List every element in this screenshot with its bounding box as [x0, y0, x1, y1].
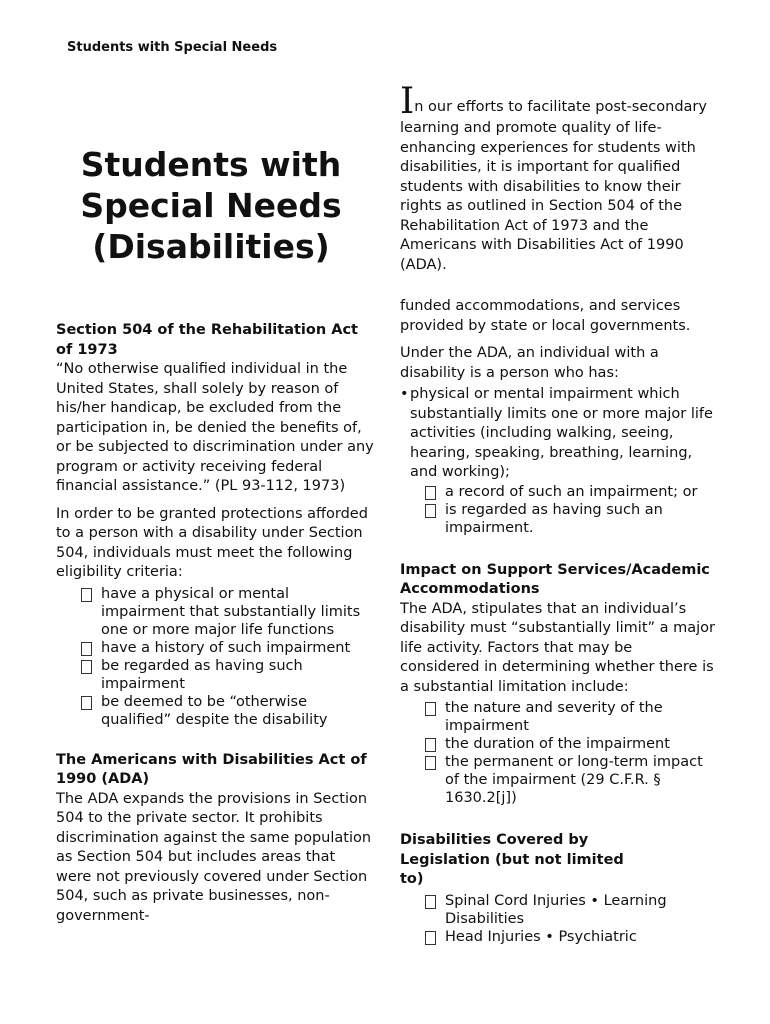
covered-disabilities-list — [400, 892, 715, 946]
ada-definition-list — [400, 385, 715, 483]
left-column — [56, 321, 374, 926]
eligibility-criteria-list — [56, 585, 374, 729]
list-item: the nature and severity of the impairment — [400, 699, 715, 735]
list-item: is regarded as having such an impairment. — [400, 501, 715, 537]
impact-text: The ADA, stipulates that an individual’s disability must “substantially limit” a major life activity. Factors that may be considered in determining whether there is a substantial limitation include: — [400, 600, 716, 695]
list-item: Head Injuries • Psychiatric — [400, 928, 715, 946]
intro-paragraph — [400, 81, 715, 275]
ada-heading: The Americans with Disabilities Act of 1990 (ADA) — [56, 751, 367, 787]
list-item: a record of such an impairment; or — [400, 483, 715, 501]
page-title — [56, 144, 366, 267]
continued-paragraph: funded accommodations, and services provided by state or local governments. — [400, 298, 691, 334]
title-line: Special Needs — [80, 186, 342, 225]
limitation-factors-list — [400, 699, 715, 807]
section-504-intro: In order to be granted protections afforded to a person with a disability under Section 504, individuals must meet the following eligibility criteria: — [56, 505, 368, 580]
list-item: the permanent or long-term impact of the impairment (29 C.F.R. § 1630.2[j]) — [400, 753, 715, 807]
list-item: Spinal Cord Injuries • Learning Disabilities — [400, 892, 715, 928]
title-line: Students with — [80, 145, 342, 184]
list-item: be deemed to be “otherwise qualified” despite the disability — [56, 693, 374, 729]
running-header: Students with Special Needs — [67, 40, 278, 55]
list-item: • physical or mental impairment which substantially limits one or more major life activities (including walking, seeing, hearing, speaking, breathing, learning, and working); — [400, 385, 715, 483]
ada-text: The ADA expands the provisions in Section 504 to the private sector. It prohibits discrimination against the same population as Section 504 but includes areas that were not previously covered under Section 504, such as private businesses, non-government- — [56, 790, 372, 924]
list-item: have a physical or mental impairment that substantially limits one or more major life functions — [56, 585, 374, 639]
covered-heading: Disabilities Covered by Legislation (but not limited to) — [400, 832, 624, 887]
impact-heading: Impact on Support Services/Academic Accommodations — [400, 561, 710, 597]
ada-definition-intro: Under the ADA, an individual with a disability is a person who has: — [400, 345, 659, 381]
drop-cap: I — [400, 81, 415, 122]
section-504-quote: “No otherwise qualified individual in the United States, shall solely by reason of his/her handicap, be excluded from the participation in, be denied the benefits of, or be subjected to discrimination under any program or activity receiving federal financial assistance.” (PL 93-112, 1973) — [56, 361, 374, 494]
right-column — [400, 81, 716, 946]
list-item: be regarded as having such impairment — [56, 657, 374, 693]
intro-text: n our efforts to facilitate post-secondary learning and promote quality of life-enhancing experiences for students with disabilities, it is important for qualified students with disabilities to know their rights as outlined in Section 504 of the Rehabilitation Act of 1973 and the Americans with Disabilities Act of 1990 (ADA). — [400, 99, 707, 273]
section-504-heading: Section 504 of the Rehabilitation Act of 1973 — [56, 322, 358, 358]
title-line: (Disabilities) — [92, 227, 330, 266]
ada-definition-sublist — [400, 483, 715, 537]
list-item: have a history of such impairment — [56, 639, 374, 657]
list-item: the duration of the impairment — [400, 735, 715, 753]
